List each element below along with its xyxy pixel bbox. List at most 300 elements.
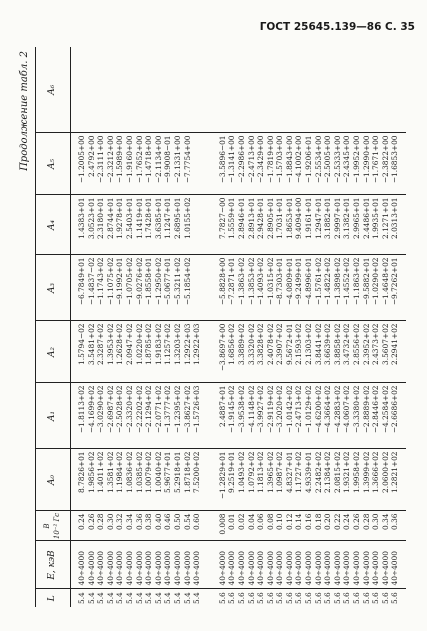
cell-value: 40÷4000: [86, 551, 96, 586]
cell-value: [192, 49, 202, 130]
cell-value: 1.3965+02: [265, 451, 275, 493]
cell-value: 2.1593+02: [294, 323, 304, 365]
cell-value: 1.1727+02: [294, 451, 304, 493]
cell-value: −2.1331+00: [172, 135, 182, 184]
cell-value: 0.28: [96, 513, 106, 530]
cell-value: −1.9206+01: [304, 135, 314, 184]
cell-value: 2.9428+01: [256, 197, 266, 239]
cell-value: −1.2395+02: [172, 385, 182, 434]
cell-value: 1.0079+02: [144, 451, 154, 493]
cell-value: −2.5534+00: [313, 135, 323, 184]
cell-value: 0.24: [342, 513, 352, 530]
cell-value: −1.9952+00: [352, 135, 362, 184]
cell-value: −2.3320+02: [124, 385, 134, 434]
cell-value: 5.6: [294, 592, 304, 604]
cell-value: 40÷4000: [182, 551, 192, 586]
cell-value: [183, 49, 193, 130]
cell-value: [285, 49, 295, 130]
cell-value: −3.0290+02: [96, 385, 106, 434]
cell-value: 40÷4000: [332, 551, 342, 586]
cell-value: −9.9008−01: [163, 135, 173, 184]
cell-value: −1.4093+02: [256, 257, 266, 306]
col-header-b-bottom: 10⁻² Гс: [53, 512, 61, 540]
cell-value: −9.5882+01: [361, 257, 371, 306]
cell-value: −4.8996+01: [304, 257, 314, 306]
cell-value: 0.34: [124, 513, 134, 530]
cell-value: 5.4: [153, 592, 163, 604]
cell-value: −2.3111+00: [96, 135, 106, 184]
cell-a5: [208, 133, 406, 195]
cell-value: 2.0313+01: [390, 197, 400, 239]
cell-value: 40÷4000: [313, 551, 323, 586]
cell-value: 40÷4000: [172, 551, 182, 586]
cell-value: 2.5403+01: [124, 197, 134, 239]
cell-value: −1.9160+00: [124, 135, 134, 184]
col-header-l: L: [36, 589, 71, 607]
cell-value: [304, 49, 314, 130]
cell-value: −1.6853+00: [390, 135, 400, 184]
cell-value: 40÷4000: [163, 551, 173, 586]
cell-value: 0.04: [246, 513, 256, 530]
cell-value: 0.46: [163, 513, 173, 530]
cell-value: −7.2871+01: [227, 257, 237, 306]
cell-value: 1.2922+03: [182, 323, 192, 365]
cell-value: −1.0315+02: [265, 257, 275, 306]
cell-l: [208, 589, 406, 607]
cell-value: 2.4486+01: [361, 197, 371, 239]
cell-value: 0.12: [284, 513, 294, 530]
cell-value: 0.30: [371, 513, 381, 530]
cell-value: [192, 258, 202, 318]
cell-value: 40÷4000: [236, 551, 246, 586]
cell-a2: [71, 321, 208, 383]
cell-value: −1.0705+02: [124, 257, 134, 306]
cell-value: −3.9538+02: [236, 385, 246, 434]
cell-value: 3.6639+02: [323, 323, 333, 365]
cell-e: [208, 541, 406, 589]
page-header: [24, 21, 415, 41]
cell-value: −2.2202+02: [134, 385, 144, 434]
cell-value: 2.1303+02: [304, 323, 314, 365]
cell-value: 0.60: [192, 513, 202, 530]
cell-value: 5.4: [86, 592, 96, 604]
cell-value: 1.7428+01: [144, 197, 154, 239]
cell-value: 2.8556+02: [352, 323, 362, 365]
cell-value: 5.6: [265, 592, 275, 604]
cell-value: −2.1294+02: [144, 385, 154, 434]
cell-value: 40÷4000: [124, 551, 134, 586]
cell-value: 2.0815+02: [332, 451, 342, 493]
cell-value: −1.2950+02: [153, 257, 163, 306]
cell-value: 5.6: [352, 592, 362, 604]
cell-value: 40÷4000: [192, 551, 202, 586]
cell-a6: [208, 47, 406, 133]
cell-value: 2.3287+02: [96, 323, 106, 365]
cell-a5: [71, 133, 208, 195]
cell-value: 40÷4000: [294, 551, 304, 586]
cell-value: [294, 49, 304, 130]
cell-value: −1.3853+02: [246, 257, 256, 306]
cell-a4: [208, 195, 406, 255]
cell-a4: [71, 195, 208, 255]
cell-a3: [71, 255, 208, 321]
cell-value: −2.6686+02: [390, 385, 400, 434]
cell-value: 3.0523+01: [86, 197, 96, 239]
cell-value: −2.6987+02: [105, 385, 115, 434]
cell-value: −2.5028+02: [115, 385, 125, 434]
cell-value: 0.22: [332, 513, 342, 530]
cell-a1: [208, 383, 406, 449]
cell-value: [256, 49, 266, 130]
cell-value: 40÷4000: [144, 551, 154, 586]
cell-value: 40÷4000: [284, 551, 294, 586]
cell-value: 2.0947+02: [124, 323, 134, 365]
cell-value: −5.8828+00: [217, 257, 227, 306]
cell-value: 0.008: [217, 513, 227, 535]
cell-value: 5.4: [163, 592, 173, 604]
cell-value: 0.34: [380, 513, 390, 530]
cell-value: −3.2020+02: [275, 385, 285, 434]
cell-value: 40÷4000: [352, 551, 362, 586]
cell-value: −1.8113+02: [77, 385, 86, 434]
cell-value: 0.36: [390, 513, 400, 530]
cell-value: 5.4: [172, 592, 182, 604]
cell-value: −9.1992+01: [115, 257, 125, 306]
cell-value: 40÷4000: [390, 551, 400, 586]
cell-value: [77, 49, 87, 130]
cell-value: 5.4: [96, 592, 106, 604]
cell-value: 40÷4000: [256, 551, 266, 586]
cell-value: 40÷4000: [217, 551, 227, 586]
cell-value: 2.6895+01: [172, 197, 182, 239]
cell-value: 1.2922+03: [192, 323, 202, 365]
cell-value: 5.4: [124, 592, 134, 604]
cell-value: 40÷4000: [77, 551, 86, 586]
cell-value: 5.4: [105, 592, 115, 604]
cell-value: −1.4648+02: [380, 257, 390, 306]
cell-value: 1.7031+01: [275, 197, 285, 239]
cell-value: 1.3953+02: [105, 323, 115, 365]
cell-value: 1.8718+02: [182, 451, 192, 493]
cell-value: 1.1257+02: [163, 323, 173, 365]
cell-value: 2.9997+01: [332, 197, 342, 239]
cell-value: 8.7826+01: [77, 451, 86, 493]
cell-value: 0.50: [172, 513, 182, 530]
cell-value: 5.4: [144, 592, 154, 604]
cell-value: 3.6385+01: [153, 197, 163, 239]
continuation-caption: Продолжение табл. 2: [19, 51, 30, 171]
cell-value: 5.4: [115, 592, 125, 604]
cell-value: −1.0142+02: [284, 385, 294, 434]
cell-value: [362, 49, 372, 130]
cell-a1: [71, 383, 208, 449]
cell-value: 40÷4000: [134, 551, 144, 586]
cell-value: 40÷4000: [115, 551, 125, 586]
cell-value: −2.3212+00: [105, 135, 115, 184]
cell-value: 5.4: [77, 592, 86, 604]
cell-value: 3.8441+02: [313, 323, 323, 365]
cell-l: [71, 589, 208, 607]
cell-value: −1.2829+01: [217, 451, 227, 500]
table-row-group: [71, 47, 208, 607]
cell-value: 1.9856+02: [86, 451, 96, 493]
cell-value: 5.9677+01: [163, 451, 173, 493]
cell-value: [96, 49, 106, 130]
cell-value: 3.8858+02: [332, 323, 342, 365]
cell-value: 1.4011+02: [96, 451, 106, 493]
cell-value: −2.8889+02: [361, 385, 371, 434]
cell-value: [154, 49, 164, 130]
cell-value: −1.2990+00: [361, 135, 371, 184]
cell-value: 3.5481+02: [86, 323, 96, 365]
cell-value: −2.0771+02: [153, 385, 163, 434]
cell-value: −5.3211+02: [172, 257, 182, 306]
col-header-a1: A₁: [36, 383, 71, 449]
cell-value: 3.3889+02: [236, 323, 246, 365]
cell-value: 5.6: [332, 592, 342, 604]
cell-value: 1.1247+01: [163, 197, 173, 239]
page-header-text: ГОСТ 25645.139—86 С. 35: [259, 21, 415, 33]
cell-value: −1.0290+02: [371, 257, 381, 306]
cell-value: −1.4822+02: [323, 257, 333, 306]
cell-value: 3.1382+01: [342, 197, 352, 239]
cell-value: −4.6200+02: [313, 385, 323, 434]
cell-value: 40÷4000: [96, 551, 106, 586]
cell-value: −1.8558+01: [144, 257, 154, 306]
cell-value: −1.4718+00: [144, 135, 154, 184]
cell-value: −1.5703+00: [275, 135, 285, 184]
cell-value: −1.0129+02: [304, 385, 314, 434]
cell-value: 9.4094+00: [294, 197, 304, 239]
cell-value: 1.0792+02: [246, 451, 256, 493]
cell-value: −1.2005+00: [77, 135, 86, 184]
cell-value: −1.4837−02: [86, 257, 96, 306]
cell-value: 40÷4000: [371, 551, 381, 586]
cell-value: 1.9935+01: [371, 197, 381, 239]
cell-value: −7.7754+00: [182, 135, 192, 184]
cell-value: −3.8697+00: [217, 323, 227, 372]
cell-value: 2.4792+00: [86, 135, 96, 177]
cell-value: 3.1882+01: [323, 197, 333, 239]
cell-value: −1.5989+00: [115, 135, 125, 184]
cell-value: [192, 198, 202, 252]
cell-value: 40÷4000: [323, 551, 333, 586]
table-row-group: [208, 47, 406, 607]
cell-value: [106, 49, 116, 130]
cell-value: 40÷4000: [361, 551, 371, 586]
cell-value: −4.0809+01: [284, 257, 294, 306]
cell-value: −2.5005+00: [323, 135, 333, 184]
cell-value: −2.3822+00: [380, 135, 390, 184]
cell-value: −1.3898+02: [332, 257, 342, 306]
cell-value: −1.1743+02: [96, 257, 106, 306]
cell-value: 1.9161+01: [304, 197, 314, 239]
cell-value: 0.40: [153, 513, 163, 530]
col-header-a5: A₅: [36, 133, 71, 195]
cell-value: 0.36: [134, 513, 144, 530]
cell-value: 5.6: [323, 592, 333, 604]
cell-value: −9.0276+02: [134, 257, 144, 306]
cell-value: [125, 49, 135, 130]
cell-value: 1.9958+02: [352, 451, 362, 493]
cell-value: 2.8946+01: [236, 197, 246, 239]
cell-value: 0.32: [115, 513, 125, 530]
cell-value: 1.5559+01: [227, 197, 237, 239]
cell-value: −4.1699+02: [86, 385, 96, 434]
cell-value: [333, 49, 343, 130]
cell-value: [163, 49, 173, 130]
cell-value: −2.5333+00: [332, 135, 342, 184]
cell-value: 5.6: [227, 592, 237, 604]
cell-value: −1.7819+00: [265, 135, 275, 184]
col-header-e: E, кэВ: [36, 541, 71, 589]
cell-value: 0.14: [294, 513, 304, 530]
cell-value: 40÷4000: [105, 551, 115, 586]
cell-value: 40÷4000: [380, 551, 390, 586]
cell-value: −4.1148+02: [246, 385, 256, 434]
cell-value: −1.9145+02: [227, 385, 237, 434]
cell-value: −1.1075+02: [105, 257, 115, 306]
cell-value: [247, 49, 257, 130]
cell-value: [115, 49, 125, 130]
cell-value: 40÷4000: [227, 551, 237, 586]
cell-value: 5.6: [390, 592, 400, 604]
cell-value: 1.8653+01: [284, 197, 294, 239]
cell-value: 5.6: [217, 592, 227, 604]
cell-value: 5.6: [313, 592, 323, 604]
cell-value: −6.7849+01: [77, 257, 86, 306]
cell-value: 0.26: [352, 513, 362, 530]
cell-value: [342, 49, 352, 130]
cell-value: 5.6: [284, 592, 294, 604]
cell-value: −3.8627+02: [182, 385, 192, 434]
cell-value: 1.0836+02: [124, 451, 134, 493]
cell-value: 1.1984+02: [115, 451, 125, 493]
cell-value: 5.6: [371, 592, 381, 604]
cell-value: [275, 49, 285, 130]
cell-a0: [71, 449, 208, 511]
cell-value: [323, 49, 333, 130]
cell-value: 5.6: [380, 592, 390, 604]
cell-value: 0.30: [105, 513, 115, 530]
cell-value: 1.9321+02: [342, 451, 352, 493]
cell-value: 1.3999+02: [361, 451, 371, 493]
cell-value: 9.2519+01: [227, 451, 237, 493]
cell-value: −4.2584+02: [380, 385, 390, 434]
cell-value: 5.6: [304, 592, 314, 604]
cell-value: 0.01: [227, 513, 237, 530]
cell-value: 1.6856+02: [227, 323, 237, 365]
cell-value: 9.5672+01: [284, 323, 294, 365]
table-body: [71, 47, 407, 607]
cell-value: 2.4078+02: [265, 323, 275, 365]
cell-value: 1.9278+01: [115, 197, 125, 239]
cell-value: 0.54: [182, 513, 192, 530]
cell-value: 1.3666+02: [371, 451, 381, 493]
cell-value: −3.5896−01: [217, 135, 227, 184]
cell-e: [71, 541, 208, 589]
cell-value: 2.3907+02: [275, 323, 285, 365]
cell-value: 0.16: [304, 513, 314, 530]
cell-value: −2.8446+02: [371, 385, 381, 434]
cell-value: 40÷4000: [304, 551, 314, 586]
cell-value: 7.7827−00: [217, 197, 227, 239]
cell-value: 40÷4000: [342, 551, 352, 586]
cell-value: 1.2947+01: [313, 197, 323, 239]
cell-value: [227, 49, 237, 130]
cell-value: 0.20: [323, 513, 333, 530]
cell-value: −5.0677+01: [163, 257, 173, 306]
cell-value: 2.1384+02: [323, 451, 333, 493]
cell-value: −1.4552+02: [342, 257, 352, 306]
cell-value: 4.9339+01: [304, 451, 314, 493]
cell-value: 40÷4000: [265, 551, 275, 586]
cell-value: 1.2628+02: [115, 323, 125, 365]
cell-value: 1.0493+02: [236, 451, 246, 493]
cell-value: [192, 136, 202, 192]
cell-value: 5.4: [134, 592, 144, 604]
cell-value: 0.24: [77, 513, 86, 530]
cell-value: −8.7303+01: [275, 257, 285, 306]
cell-value: 5.6: [361, 592, 371, 604]
cell-value: 1.0220+02: [134, 323, 144, 365]
cell-value: 0.10: [275, 513, 285, 530]
cell-value: [314, 49, 324, 130]
cell-value: −1.1863+02: [352, 257, 362, 306]
cell-value: 40÷4000: [153, 551, 163, 586]
cell-value: 7.5200+02: [192, 451, 202, 493]
col-header-a6: A₆: [36, 47, 71, 133]
cell-value: 3.4732+02: [342, 323, 352, 365]
col-header-a2: A₂: [36, 321, 71, 383]
cell-value: −3.3380+02: [352, 385, 362, 434]
cell-value: 2.8913+01: [246, 197, 256, 239]
cell-value: 2.8905+01: [265, 197, 275, 239]
cell-value: 3.5607+02: [380, 323, 390, 365]
cell-value: 1.3581+02: [105, 451, 115, 493]
cell-value: −4.0607+02: [342, 385, 352, 434]
cell-value: 2.9965+01: [352, 197, 362, 239]
cell-value: 0.26: [86, 513, 96, 530]
cell-value: −1.3777+02: [163, 385, 173, 434]
cell-a0: [208, 449, 406, 511]
cell-value: 2.4373+02: [371, 323, 381, 365]
cell-value: 0.38: [144, 513, 154, 530]
cell-value: 0.08: [265, 513, 275, 530]
col-header-b-top: B: [43, 523, 52, 529]
cell-value: [237, 49, 247, 130]
cell-value: 5.4: [182, 592, 192, 604]
cell-value: [390, 49, 400, 130]
cell-b: [208, 511, 406, 541]
cell-value: 5.6: [342, 592, 352, 604]
cell-value: 2.8744+01: [105, 197, 115, 239]
cell-value: 40÷4000: [246, 551, 256, 586]
cell-value: 1.3203+02: [172, 323, 182, 365]
cell-value: 1.0040+02: [153, 451, 163, 493]
cell-value: −3.9927+02: [256, 385, 266, 434]
cell-value: 1.2821+02: [390, 451, 400, 493]
cell-value: 0.06: [256, 513, 266, 530]
cell-value: 5.6: [275, 592, 285, 604]
cell-value: −9.7262+01: [390, 257, 400, 306]
cell-value: −2.9119+02: [265, 385, 275, 434]
cell-value: 5.6: [246, 592, 256, 604]
cell-value: 40÷4000: [275, 551, 285, 586]
cell-a2: [208, 321, 406, 383]
cell-value: 3.3320+02: [246, 323, 256, 365]
cell-value: −9.2499+01: [294, 257, 304, 306]
